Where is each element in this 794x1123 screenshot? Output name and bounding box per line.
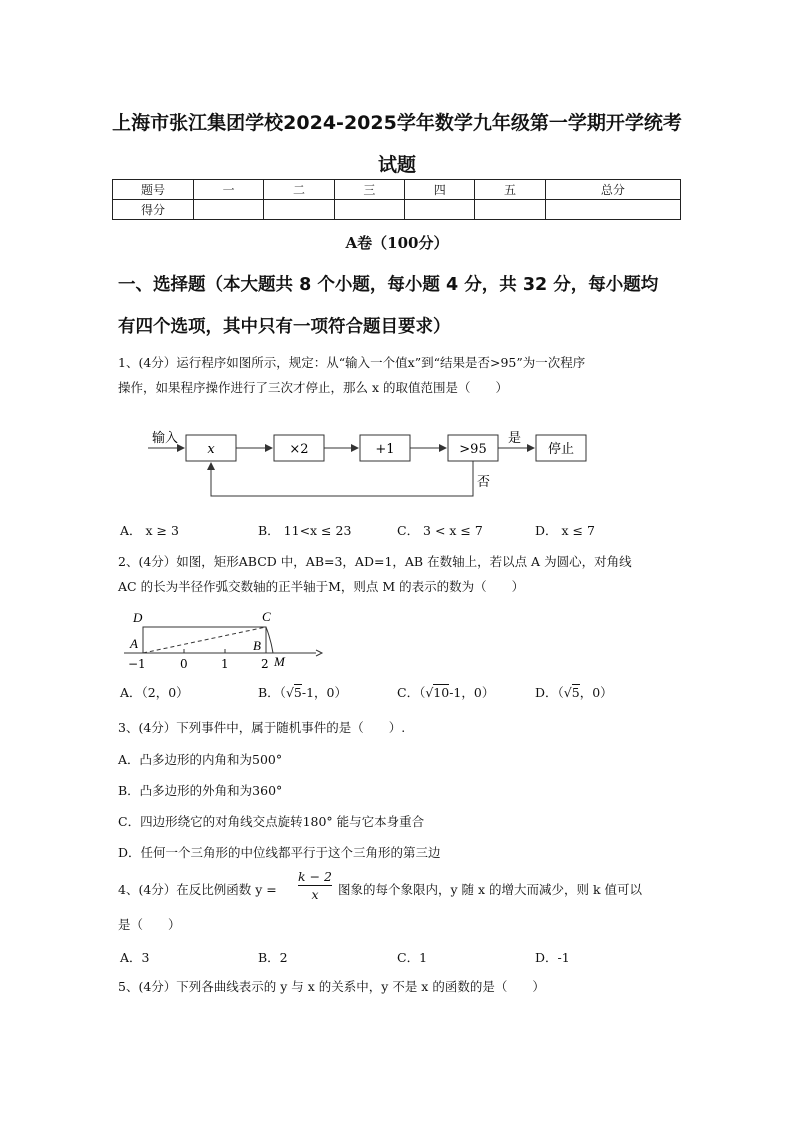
flow-box-add-label: +1 [375,442,395,457]
table-cell: 四 [405,180,475,200]
fraction [298,868,332,903]
option-suffix: -1，0） [301,685,347,700]
section-1-heading-line1: 一、选择题（本大题共 8 个小题，每小题 4 分，共 32 分，每小题均 [118,275,659,295]
question-1-option-a: A． x ≥ 3 [120,523,179,538]
label-c: C [262,609,271,624]
table-cell: 一 [194,180,264,200]
question-4-stem-pre: 4、(4分）在反比例函数 y = [118,882,277,897]
flow-box-stop-label: 停止 [547,442,575,457]
label-m: M [274,654,285,669]
page-title-line2: 试题 [377,154,416,176]
fraction-numerator: k − 2 [298,869,332,884]
sqrt-icon: √ [425,685,434,700]
table-cell: 五 [475,180,545,200]
question-1-option-c: C． 3 < x ≤ 7 [397,523,483,538]
question-4-option-a: A．3 [120,950,150,965]
question-3-option-b: B．凸多边形的外角和为360° [118,783,283,798]
diagonal-ac [143,627,266,653]
tick-label: 0 [180,657,188,671]
arc-cm [266,627,273,653]
flow-no-label: 否 [477,475,491,490]
score-table [112,179,681,220]
table-row [113,180,681,200]
score-input-cell [545,200,680,220]
question-4-option-c: C．1 [397,950,428,965]
question-2-option-b [258,683,347,701]
label-a: A [130,636,138,651]
sqrt-icon: √ [563,685,572,700]
table-cell: 总分 [545,180,680,200]
section-a-heading: A卷（100分） [345,234,449,252]
question-2-option-d [535,683,613,701]
question-1-option-d: D． x ≤ 7 [535,523,595,538]
flow-input-label: 输入 [152,431,179,446]
flow-box-x-label: x [207,442,215,457]
question-2-option-a: A．（2，0） [120,685,189,700]
flow-box-multiply-label: ×2 [289,442,309,457]
score-input-cell [405,200,475,220]
score-input-cell [264,200,334,220]
page-title: 上海市张江集团学校2024-2025学年数学九年级第一学期开学统考 [112,112,682,134]
table-cell: 三 [334,180,404,200]
option-prefix: B．（ [258,685,286,700]
label-d: D [133,610,143,625]
question-4-option-b: B．2 [258,950,288,965]
question-2-line1: 2、(4分）如图，矩形ABCD 中，AB=3，AD=1，AB 在数轴上，若以点 A 为圆心，对角线 [118,554,632,569]
question-1-option-b: B． 11<x ≤ 23 [258,523,352,538]
section-1-heading-line2: 有四个选项，其中只有一项符合题目要求） [118,317,451,337]
fraction-denominator: x [311,887,319,902]
question-4-stem [118,868,684,908]
axis-arrowhead [316,650,322,656]
question-1-line2: 操作，如果程序操作进行了三次才停止，那么 x 的取值范围是（ ） [118,380,508,395]
question-4-line2: 是（ ） [118,917,181,932]
table-cell: 题号 [113,180,194,200]
option-prefix: D．（ [535,685,564,700]
flow-yes-label: 是 [508,431,522,446]
tick-label: 1 [221,657,229,671]
question-4-option-d: D．-1 [535,950,570,965]
question-3-stem: 3、(4分）下列事件中，属于随机事件的是（ ）. [118,720,406,735]
question-2-figure [118,606,328,672]
tick-label: 2 [261,657,269,671]
question-2-line2: AC 的长为半径作弧交数轴的正半轴于M，则点 M 的表示的数为（ ） [118,579,525,594]
option-suffix: -1，0） [449,685,495,700]
flow-loop-arrow [211,461,473,496]
table-row [113,200,681,220]
tick-label: −1 [128,657,146,671]
radicand: 5 [571,685,580,700]
question-1-line1: 1、(4分）运行程序如图所示，规定：从“输入一个值x”到“结果是否>95”为一次程序 [118,355,586,370]
table-cell: 二 [264,180,334,200]
question-4-stem-post: 图象的每个象限内，y 随 x 的增大而减少，则 k 值可以 [338,882,643,897]
table-cell: 得分 [113,200,194,220]
question-3-option-c: C．四边形绕它的对角线交点旋转180° 能与它本身重合 [118,814,425,829]
question-3-option-d: D．任何一个三角形的中位线都平行于这个三角形的第三边 [118,845,441,860]
score-input-cell [334,200,404,220]
sqrt-icon: √ [285,685,294,700]
radicand: 5 [293,685,302,700]
radicand: 10 [433,685,450,700]
question-2-option-c [397,683,494,701]
score-input-cell [194,200,264,220]
flow-box-compare-label: >95 [459,442,487,457]
question-1-stem [118,350,684,400]
option-prefix: C．（ [397,685,426,700]
question-5-stem: 5、(4分）下列各曲线表示的 y 与 x 的关系中，y 不是 x 的函数的是（ ） [118,979,545,994]
question-1-flowchart [140,418,600,513]
question-2-stem [118,549,684,599]
score-input-cell [475,200,545,220]
question-3-option-a: A．凸多边形的内角和为500° [118,752,283,767]
option-suffix: ，0） [579,685,613,700]
label-b: B [253,638,261,653]
